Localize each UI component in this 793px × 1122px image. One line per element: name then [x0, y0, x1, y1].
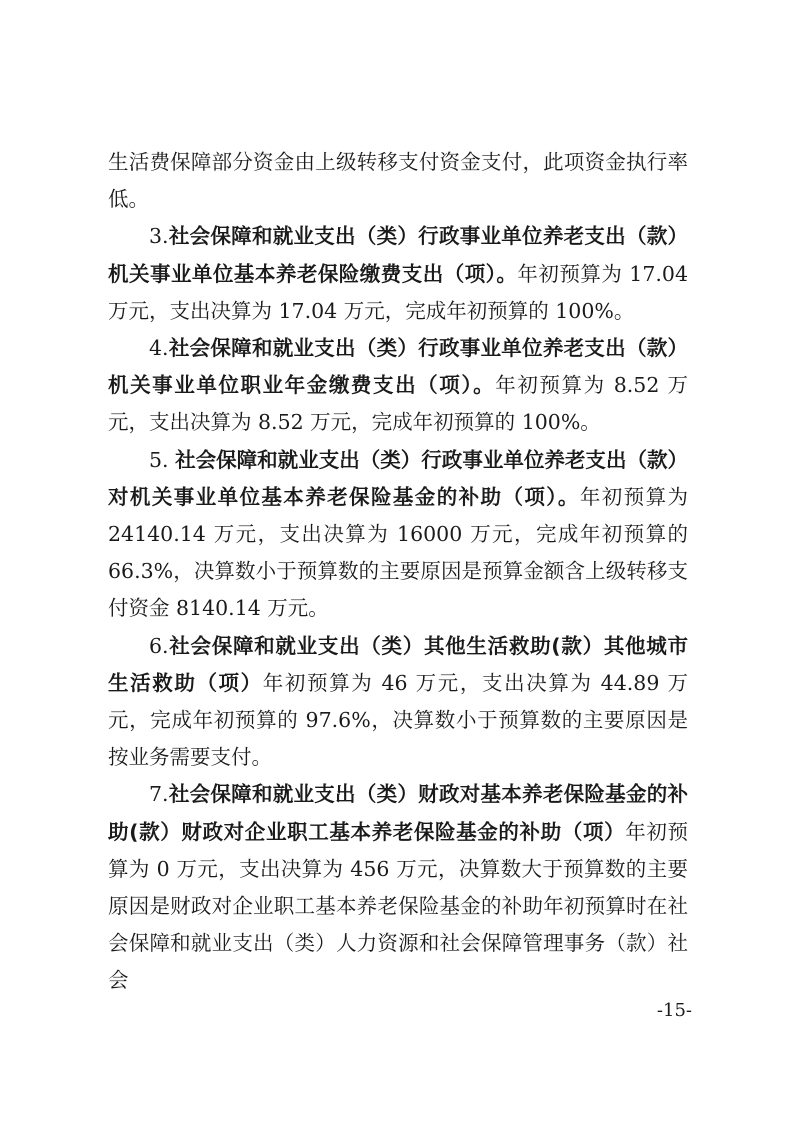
item-number: 7.: [149, 782, 169, 807]
item-heading: 社会保障和就业支出（类）其他生活救助(款）其他城市生活救助（项）: [108, 633, 688, 695]
item-body-text: 年初预算为 8.52 万元，支出决算为 8.52 万元，完成年初预算的 100%。: [108, 373, 688, 435]
item-heading: 社会保障和就业支出（类）行政事业单位养老支出（款）对机关事业单位基本养老保险基金的补助（项）。: [108, 447, 688, 509]
item-number: 3.: [149, 224, 169, 249]
paragraph-item-5: [108, 442, 688, 628]
item-body-text: 年初预算为 24140.14 万元，支出决算为 16000 万元，完成年初预算的 66.3%，决算数小于预算数的主要原因是预算金额含上级转移支付资金 8140.14 万元。: [108, 484, 689, 621]
paragraph-item-3: [108, 218, 688, 330]
item-number: 4.: [149, 336, 169, 361]
item-body-text: 年初预算为 46 万元，支出决算为 44.89 万元，完成年初预算的 97.6%，决算数小于预算数的主要原因是按业务需要支付。: [108, 670, 689, 770]
item-heading: 社会保障和就业支出（类）财政对基本养老保险基金的补助(款）财政对企业职工基本养老保险基金的补助（项）: [108, 782, 688, 844]
item-number: 6.: [149, 633, 169, 658]
paragraph-item-4: [108, 330, 688, 442]
paragraph-body-text: 生活费保障部分资金由上级转移支付资金支付，此项资金执行率低。: [108, 150, 688, 212]
paragraph-item-6: [108, 628, 688, 777]
page-number: -15-: [656, 1000, 692, 1021]
paragraph-continuation: [108, 144, 688, 218]
item-heading: 社会保障和就业支出（类）行政事业单位养老支出（款）机关事业单位基本养老保险缴费支出（项）。: [108, 224, 688, 286]
document-body: [108, 144, 688, 1000]
paragraph-item-7: [108, 776, 688, 999]
item-number: 5.: [149, 447, 176, 472]
item-body-text: 年初预算为 17.04 万元，支出决算为 17.04 万元，完成年初预算的 100%。: [108, 261, 688, 323]
item-heading: 社会保障和就业支出（类）行政事业单位养老支出（款）机关事业单位职业年金缴费支出（项）。: [108, 336, 688, 398]
item-body-text: 年初预算为 0 万元，支出决算为 456 万元，决算数大于预算数的主要原因是财政对企业职工基本养老保险基金的补助年初预算时在社会保障和就业支出（类）人力资源和社会保障管理事务（款）社会: [108, 819, 689, 993]
